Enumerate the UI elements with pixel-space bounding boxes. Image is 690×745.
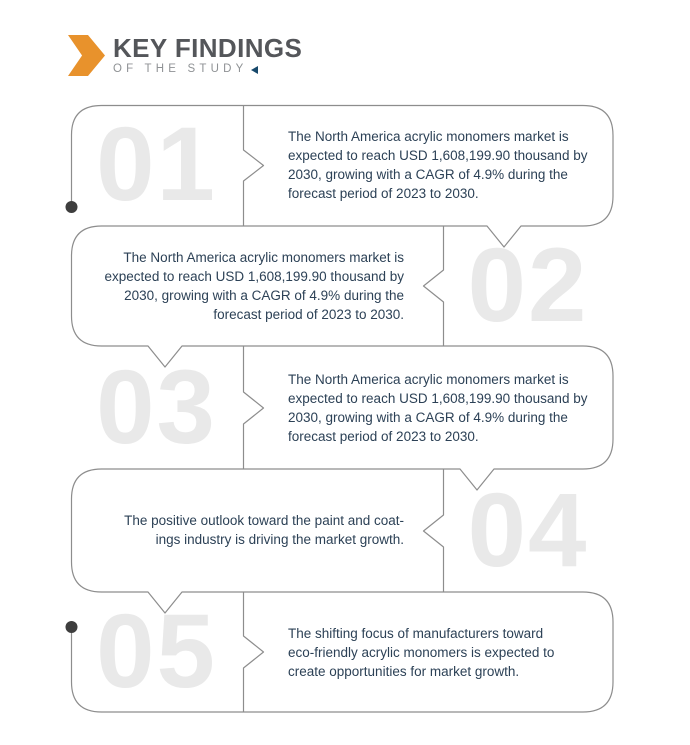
divider-chevron-right-3 [244, 346, 264, 469]
finding-number-5: 05 [96, 593, 217, 710]
finding-line: expected to reach USD 1,608,199.90 thousand by [288, 148, 588, 163]
divider-chevron-right-1 [244, 106, 264, 227]
finding-line: forecast period of 2023 to 2030. [213, 307, 404, 322]
finding-line: 2030, growing with a CAGR of 4.9% during the [124, 288, 404, 303]
divider-chevron-left-2 [424, 226, 444, 346]
finding-number-2: 02 [467, 227, 589, 344]
finding-text-1 [288, 127, 587, 203]
finding-number-4: 04 [467, 472, 589, 589]
finding-line: expected to reach USD 1,608,199.90 thousand by [104, 269, 404, 284]
finding-line: create opportunities for market growth. [288, 664, 520, 679]
finding-text-3 [288, 370, 587, 446]
page-subtitle: OF THE STUDY [113, 63, 248, 75]
finding-line: The North America acrylic monomers market is [288, 372, 569, 387]
finding-line: 2030, growing with a CAGR of 4.9% during the [288, 167, 568, 182]
finding-line: forecast period of 2023 to 2030. [288, 429, 479, 444]
finding-number-3: 03 [96, 349, 217, 466]
finding-line: The North America acrylic monomers market is [123, 250, 404, 265]
divider-chevron-right-5 [244, 592, 264, 712]
divider-chevron-left-4 [424, 469, 444, 592]
finding-text-4 [124, 511, 404, 549]
finding-line: The North America acrylic monomers market is [288, 129, 569, 144]
finding-line: The shifting focus of manufacturers toward [288, 626, 544, 641]
finding-line: The positive outlook toward the paint and coat- [124, 513, 404, 528]
finding-line: forecast period of 2023 to 2030. [288, 186, 479, 201]
page-title: KEY FINDINGS [113, 33, 303, 63]
finding-text-2 [105, 248, 404, 324]
finding-line: ings industry is driving the market growth. [155, 532, 404, 547]
finding-line: 2030, growing with a CAGR of 4.9% during the [288, 410, 568, 425]
finding-line: eco-friendly acrylic monomers is expected to [288, 645, 555, 660]
finding-text-5 [288, 624, 554, 681]
finding-line: expected to reach USD 1,608,199.90 thousand by [288, 391, 588, 406]
finding-number-1: 01 [96, 106, 217, 223]
